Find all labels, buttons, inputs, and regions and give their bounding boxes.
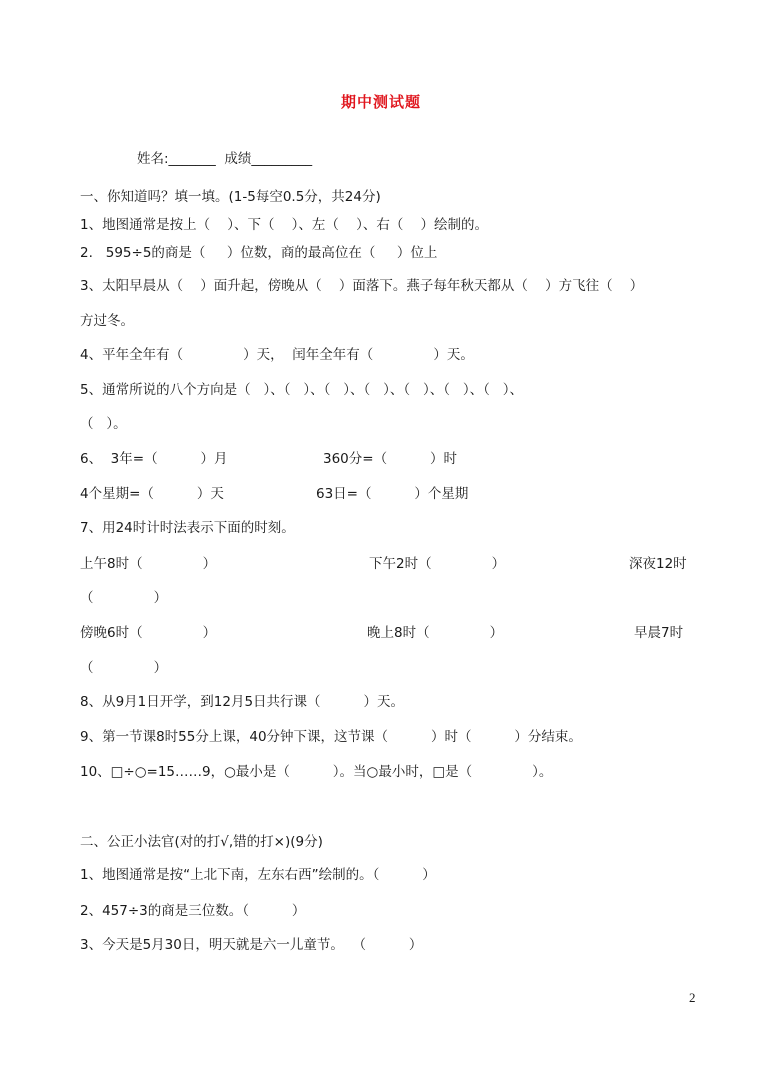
- question-2: 2. 595÷5的商是（ ）位数，商的最高位在（ ）位上: [80, 245, 438, 261]
- question-8: 8、从9月1日开学，到12月5日共行课（ ）天。: [80, 694, 404, 710]
- section2-header: 二、公正小法官(对的打√,错的打×)(9分): [80, 834, 323, 850]
- section2-question-2: 2、457÷3的商是三位数。（ ）: [80, 903, 306, 919]
- question-10: 10、□÷○=15……9，○最小是（ ）。当○最小时，□是（ ）。: [80, 764, 553, 780]
- section1-header: 一、你知道吗？填一填。(1-5每空0.5分，共24分): [80, 189, 381, 205]
- question-4: 4、平年全年有（ ）天， 闰年全年有（ ）天。: [80, 347, 474, 363]
- question-7f: 早晨7时: [634, 625, 684, 641]
- question-7b: 下午2时（ ）: [369, 556, 506, 572]
- question-1: 1、地图通常是按上（ ）、下（ ）、左（ ）、右（ ）绘制的。: [80, 217, 488, 233]
- question-9: 9、第一节课8时55分上课，40分钟下课，这节课（ ）时（ ）分结束。: [80, 729, 582, 745]
- question-5-line1: 5、通常所说的八个方向是（ ）、（ ）、（ ）、（ ）、（ ）、（ ）、（ ）、: [80, 382, 523, 398]
- question-5-line2: （ ）。: [80, 416, 127, 432]
- name-score-line: 姓名:_______ 成绩_________: [137, 151, 313, 167]
- question-6c: 4个星期=（ ）天: [80, 486, 224, 502]
- page-number: 2: [689, 990, 696, 1005]
- question-7c-blank: （ ）: [80, 590, 168, 606]
- question-3-line1: 3、太阳早晨从（ ）面升起，傍晚从（ ）面落下。燕子每年秋天都从（ ）方飞往（ ）: [80, 278, 644, 294]
- page-title: 期中测试题: [341, 93, 422, 111]
- question-7a: 上午8时（ ）: [80, 556, 217, 572]
- question-7c: 深夜12时: [629, 556, 687, 572]
- question-6a: 6、 3年=（ ）月: [80, 451, 228, 467]
- section2-question-3: 3、今天是5月30日，明天就是六一儿童节。 （ ）: [80, 937, 423, 953]
- question-6d: 63日=（ ）个星期: [316, 486, 469, 502]
- question-3-line2: 方过冬。: [80, 313, 134, 329]
- question-7-header: 7、用24时计时法表示下面的时刻。: [80, 520, 295, 536]
- question-6b: 360分=（ ）时: [323, 451, 457, 467]
- question-7d: 傍晚6时（ ）: [80, 625, 217, 641]
- question-7f-blank: （ ）: [80, 660, 168, 676]
- section2-question-1: 1、地图通常是按“上北下南，左东右西”绘制的。（ ）: [80, 867, 436, 883]
- question-7e: 晚上8时（ ）: [367, 625, 504, 641]
